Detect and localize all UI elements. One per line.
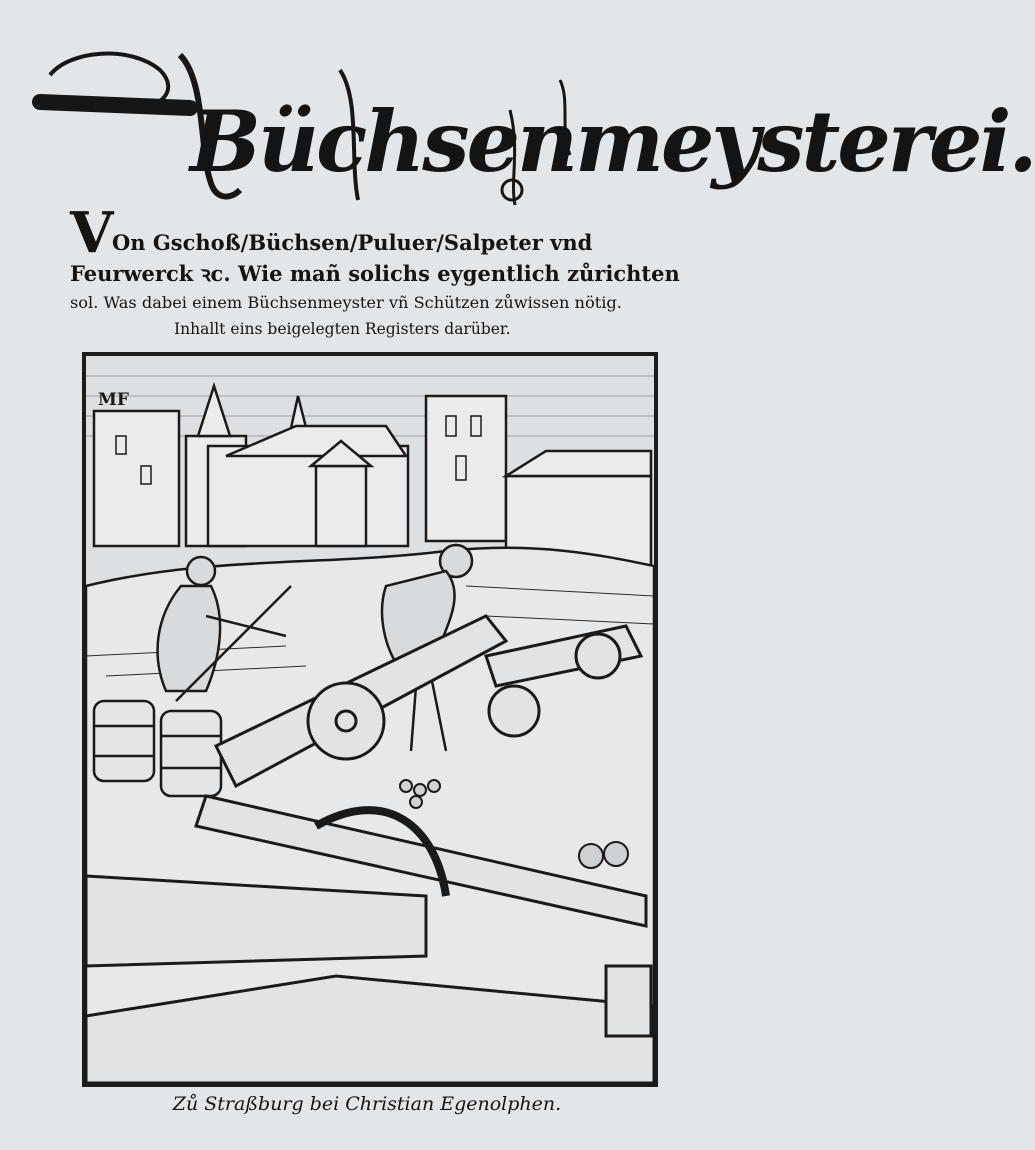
- book-title: Büchsenmeysterei.: [190, 92, 1035, 191]
- intro-text: [70, 200, 710, 350]
- woodcut-illustration: [82, 352, 658, 1087]
- intro-line-3: sol. Was dabei einem Büchsenmeyster vñ Schützen zůwissen nötig.: [70, 293, 622, 312]
- imprint-line: Zů Straßburg bei Christian Egenolphen.: [172, 1093, 562, 1115]
- artist-monogram: MF: [98, 390, 129, 410]
- city-buildings: [94, 386, 651, 566]
- intro-line-2: Feurwerck ꝛc. Wie mañ solichs eygentlich zůrichten: [70, 261, 680, 286]
- intro-line-4: Inhallt eins beigelegten Registers darüber.: [174, 320, 511, 338]
- intro-line-1: On Gschoß/Büchsen/Puluer/Salpeter vnd: [112, 230, 593, 255]
- woodcut-drawing: [86, 356, 654, 1083]
- initial-letter: V: [70, 200, 114, 266]
- title-block: [40, 40, 1035, 210]
